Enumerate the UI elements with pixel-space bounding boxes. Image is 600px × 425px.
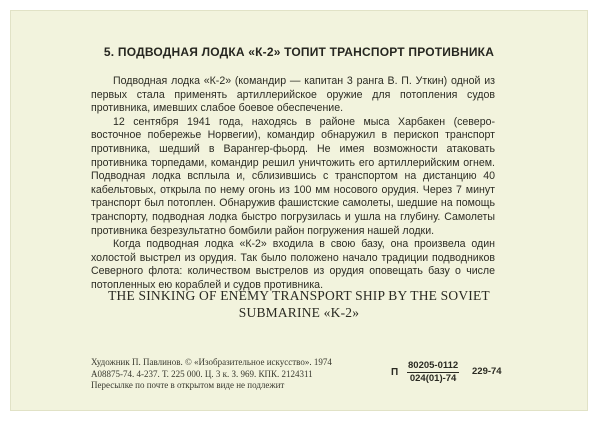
story-paragraph-3: Когда подводная лодка «К-2» входила в свою базу, она произвела один холостой выстрел из орудия. Так было положено начало традиции подводников Северного флота: количеством выстрелов из орудия оповещать базу о числе потопленных ею кораблей и судов противника. <box>91 238 495 291</box>
index-numerator: 80205-0112 <box>408 360 459 371</box>
imprint-artist-line: Художник П. Павлинов. © «Изобразительное искусство». 1974 <box>91 357 332 367</box>
index-prefix: П <box>391 367 399 378</box>
english-title <box>11 287 587 321</box>
story-paragraph-2: 12 сентября 1941 года, находясь в районе мыса Харбакен (северо-восточное побережье Норвегии), командир обнаружил в перископ транспорт противника, шедший в Варангер-фьорд. Не имея возможности атаковать противника торпедами, командир решил уничтожить его артиллерийским огнем. Подводная лодка всплыла и, сблизившись с транспортом на дистанцию 40 кабельтовых, открыла по нему огонь из 100 мм носового орудия. Через 7 минут транспорт был потоплен. Обнаружив фашистские самолеты, шедшие на помощь транспорту, подводная лодка быстро погрузилась и ушла на глубину. Самолеты противника безрезультатно бомбили район погружения нашей лодки. <box>91 115 495 237</box>
english-title-line-2: SUBMARINE «K-2» <box>238 305 360 320</box>
card-title: 5. ПОДВОДНАЯ ЛОДКА «К-2» ТОПИТ ТРАНСПОРТ ПРОТИВНИКА <box>103 45 495 59</box>
english-title-line-1: THE SINKING OF ENEMY TRANSPORT SHIP BY THE SOVIET <box>108 288 490 303</box>
imprint-mail-note: Пересылке по почте в открытом виде не подлежит <box>91 380 285 390</box>
postcard-back <box>10 10 588 411</box>
index-denominator: 024(01)-74 <box>409 373 457 384</box>
story-paragraph-1: Подводная лодка «К-2» (командир — капитан 3 ранга В. П. Уткин) одной из первых стала применять артиллерийское оружие для потопления судов противника, имевших слабое боевое обеспечение. <box>91 75 495 115</box>
publisher-imprint <box>91 357 421 392</box>
index-suffix: 229-74 <box>472 366 502 377</box>
imprint-codes-line: А08875-74. 4-237. Т. 225 000. Ц. 3 к. З. 969. КПК. 2124311 <box>91 368 313 379</box>
story-text <box>91 75 495 293</box>
index-fraction <box>407 360 459 385</box>
